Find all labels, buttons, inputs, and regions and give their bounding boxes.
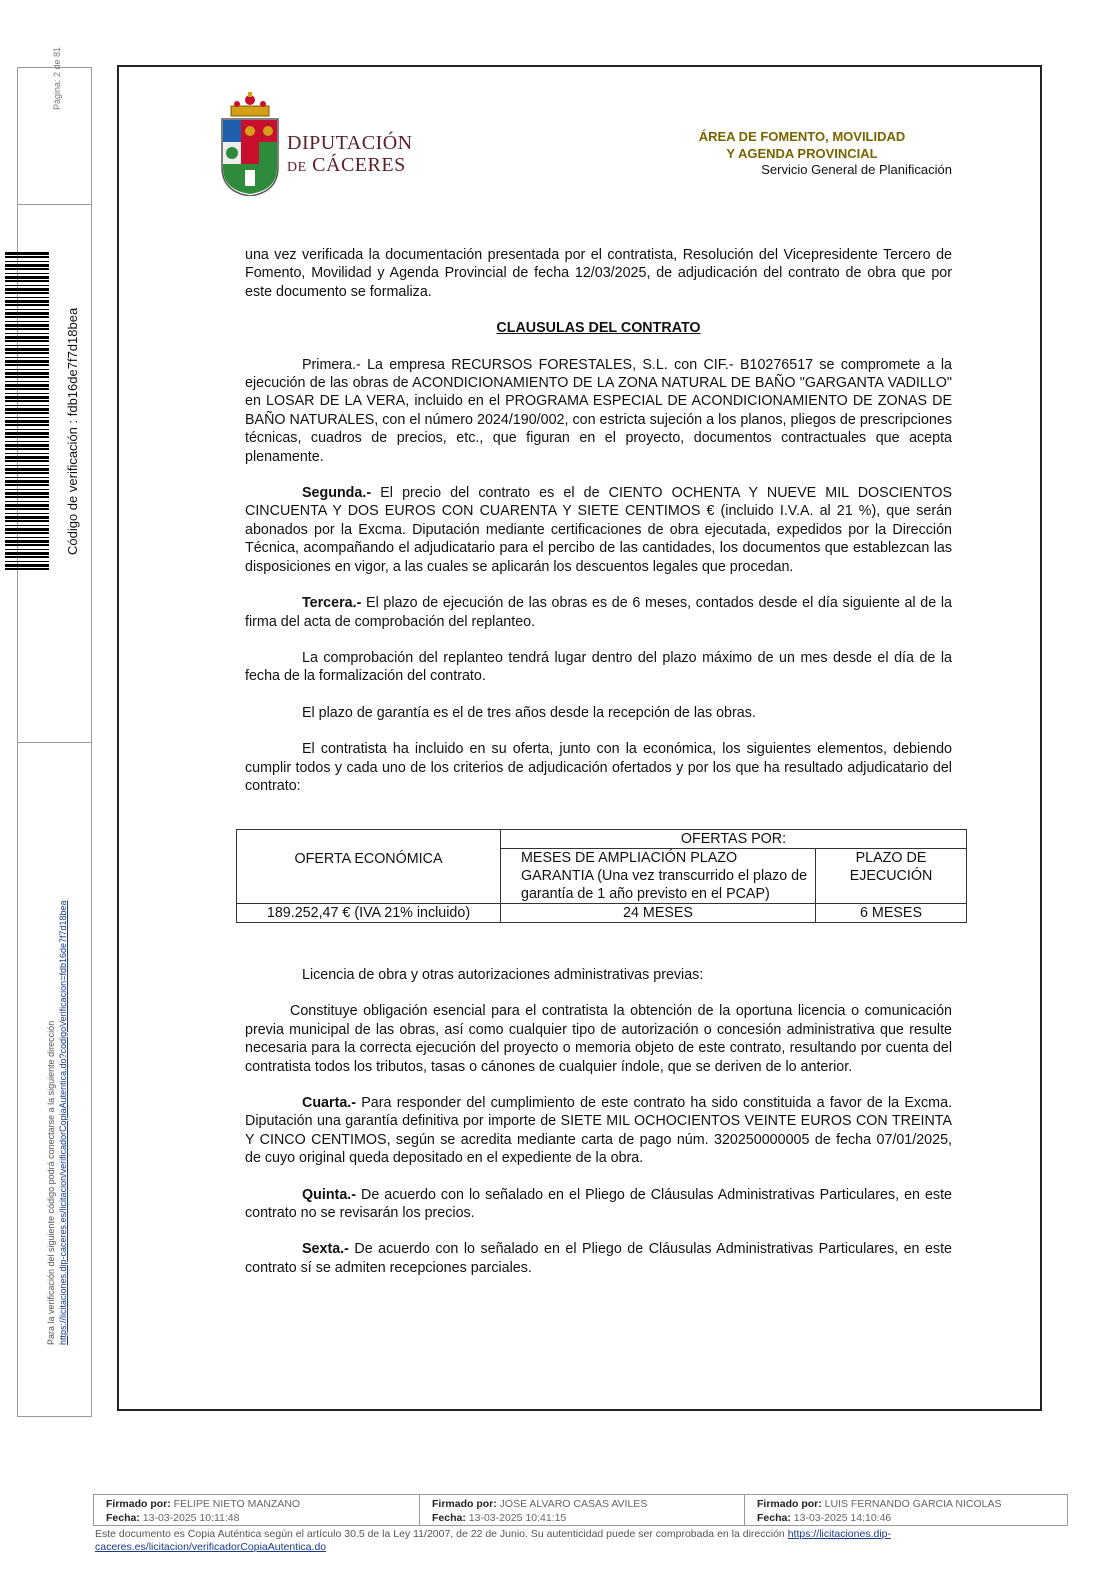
replanteo-paragraph: La comprobación del replanteo tendrá lugar dentro del plazo máximo de un mes desde el día de la fecha de la formalización del contrato. xyxy=(245,649,952,685)
signer-1: Firmado por: FELIPE NIETO MANZANO Fecha: 13-03-2025 10:11:48 xyxy=(106,1498,301,1524)
garantia-paragraph: El plazo de garantía es el de tres años desde la recepción de las obras. xyxy=(302,704,756,721)
authenticity-link[interactable]: https://licitaciones.dip-caceres.es/licitacion/verificadorCopiaAutentica.do xyxy=(95,1528,892,1553)
verification-instructions: Para la verificación del siguiente código podrá conectarse a la siguiente dirección xyxy=(46,1020,56,1345)
department-line-2: Y AGENDA PROVINCIAL xyxy=(726,146,878,161)
offers-by-header: OFERTAS POR: xyxy=(501,830,967,849)
licencia-paragraph: Constituye obligación esencial para el contratista la obtención de la oportuna licencia o comunicación previa municipal de las obras, así como cualquier tipo de autorización o concesión administrativa que resulte necesaria para la correcta ejecución del proyecto o memoria objeto de este contrato, resultando por cuenta del contratista todos los tributos, tasas o cánones de cualquier índole, que se deriven de lo anterior. xyxy=(245,1003,952,1075)
logo-line-1: DIPUTACIÓN xyxy=(287,132,413,154)
document-body-continued xyxy=(245,966,952,1277)
verification-code: Código de verificación : fdb16de7f7d18bea xyxy=(65,307,80,555)
signature-box xyxy=(93,1494,1068,1526)
department-header xyxy=(652,128,952,177)
signer-3: Firmado por: LUIS FERNANDO GARCIA NICOLAS Fecha: 13-03-2025 14:10:46 xyxy=(744,1495,1067,1525)
clause-sexta: Sexta.- De acuerdo con lo señalado en el Pliego de Cláusulas Administrativas Particulares, en este contrato sí se admiten recepciones parciales. xyxy=(245,1241,952,1276)
clause-tercera: Tercera.- El plazo de ejecución de las obras es de 6 meses, contados desde el día siguiente al de la firma del acta de comprobación del replanteo. xyxy=(245,595,952,630)
clause-quinta: Quinta.- De acuerdo con lo señalado en el Pliego de Cláusulas Administrativas Particulares, en este contrato no se revisarán los precios. xyxy=(245,1186,952,1222)
page-number: Página: 2 de 81 xyxy=(52,46,62,110)
clause-segunda: Segunda.- El precio del contrato es el de CIENTO OCHENTA Y NUEVE MIL DOSCIENTOS CINCUENTA Y DOS EUROS CON CUARENTA Y SIETE CENTIMOS € (incluido I.V.A. al 21 %), que serán abonados por la Excma. Diputación mediante certificaciones de obra ejecutada, expedidos por la Dirección Técnica, acompañando el adjudicatario para el percibo de las cantidades, los documentos que establezcan las disposiciones en vigor, a las cuales se aplicarán los descuentos legales que procedan. xyxy=(245,485,952,575)
service-name: Servicio General de Planificación xyxy=(761,162,952,177)
offers-table xyxy=(236,829,967,923)
clause-cuarta: Cuarta.- Para responder del cumplimiento de este contrato ha sido constituida a favor de la Excma. Diputación una garantía definitiva por importe de SIETE MIL OCHOCIENTOS VEINTE EUROS CON TREINTA Y CINCO CENTIMOS, según se acredita mediante carta de pago núm. 320250000005 de fecha 07/01/2025, de cuyo original queda depositado en el expediente de la obra. xyxy=(245,1095,952,1167)
authenticity-note: Este documento es Copia Auténtica según el artículo 30.5 de la Ley 11/2007, de 22 de Junio. Su autenticidad puede ser comprobada en la dirección https://licitaciones.dip-caceres.es/licitacion/verificadorCopiaAutentica.do xyxy=(95,1528,892,1553)
barcode-icon xyxy=(5,252,49,570)
execution-period-header: PLAZO DE EJECUCIÓN xyxy=(816,849,967,904)
logo-wordmark xyxy=(287,132,413,179)
offer-intro-paragraph: El contratista ha incluido en su oferta, junto con la económica, los siguientes elementos, debiendo cumplir todos y cada uno de los criterios de adjudicación ofertados y por los que ha resultado adjudicatario del contrato: xyxy=(245,741,952,794)
table-cell: 189.252,47 € (IVA 21% incluido) xyxy=(237,904,501,923)
table-cell: 24 MESES xyxy=(501,904,816,923)
licencia-title: Licencia de obra y otras autorizaciones administrativas previas: xyxy=(302,967,704,983)
coat-of-arms-logo xyxy=(219,92,281,196)
guarantee-extension-header: MESES DE AMPLIACIÓN PLAZO GARANTIA (Una vez transcurrido el plazo de garantía de 1 año previsto en el PCAP) xyxy=(501,849,816,904)
intro-paragraph: una vez verificada la documentación presentada por el contratista, Resolución del Vicepresidente Tercero de Fomento, Movilidad y Agenda Provincial de fecha 12/03/2025, de adjudicación del contrato de obra que por este documento se formaliza. xyxy=(245,247,952,300)
offer-economic-header: OFERTA ECONÓMICA xyxy=(237,830,501,904)
verification-link[interactable]: https://licitaciones.dip-caceres.es/licitacion/verificadorCopiaAutentica.do?codigoVerificacion=fdb16de7f7d18bea xyxy=(58,900,68,1345)
signer-2: Firmado por: JOSE ALVARO CASAS AVILES Fecha: 13-03-2025 10:41:15 xyxy=(419,1495,744,1525)
department-line-1: ÁREA DE FOMENTO, MOVILIDAD xyxy=(698,129,906,144)
table-cell: 6 MESES xyxy=(816,904,967,923)
section-title: CLAUSULAS DEL CONTRATO xyxy=(496,320,701,337)
document-body xyxy=(245,246,952,795)
clause-primera: Primera.- La empresa RECURSOS FORESTALES, S.L. con CIF.- B10276517 se compromete a la ejecución de las obras de ACONDICIONAMIENTO DE LA ZONA NATURAL DE BAÑO "GARGANTA VADILLO" en LOSAR DE LA VERA, incluido en el PROGRAMA ESPECIAL DE ACONDICIONAMIENTO DE ZONAS DE BAÑO NATURALES, con el número 2024/190/002, con estricta sujeción a los planos, pliegos de prescripciones técnicas, cuadros de precios, etc., que figuran en el proyecto, documentos contractuales que acepta plenamente. xyxy=(245,356,952,465)
logo-line-2: DE CÁCERES xyxy=(287,154,406,176)
